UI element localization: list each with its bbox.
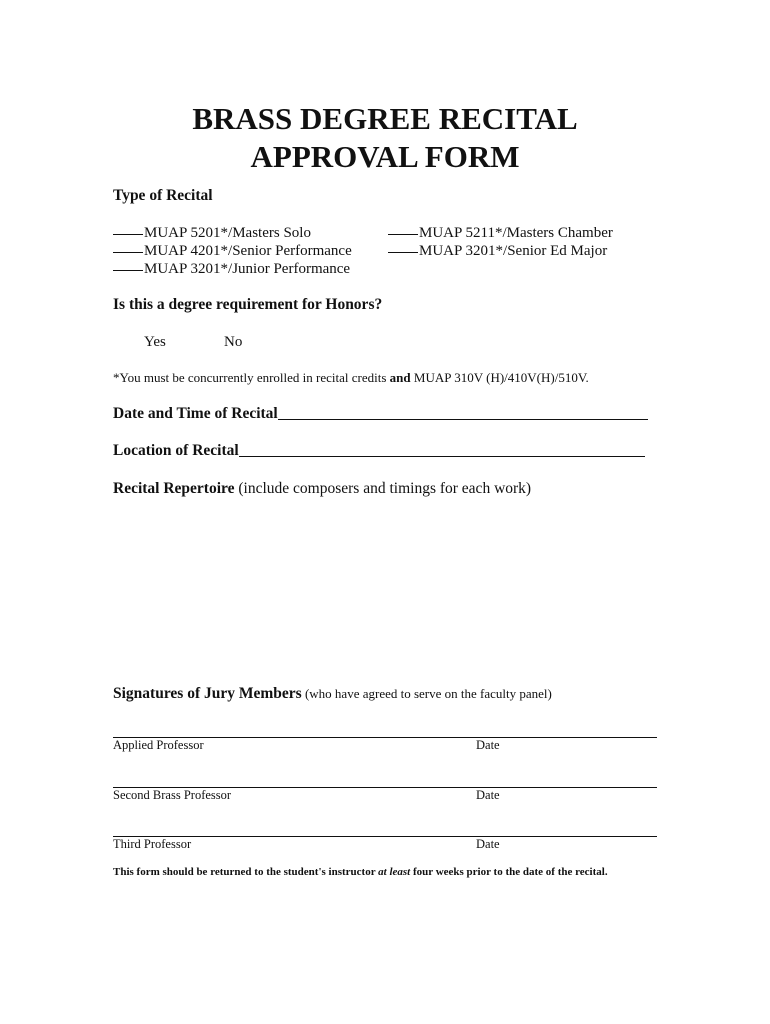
recital-option-senior-ed-major[interactable]: [388, 243, 607, 260]
signature-date-label: Date: [476, 788, 500, 802]
recital-option-masters-chamber[interactable]: [388, 225, 613, 242]
enrollment-note-courses: MUAP 310V (H)/410V(H)/510V.: [410, 370, 589, 385]
type-of-recital-heading: Type of Recital: [113, 187, 213, 204]
checkbox-blank[interactable]: [388, 234, 418, 235]
honors-question: Is this a degree requirement for Honors?: [113, 296, 383, 313]
date-time-label: Date and Time of Recital: [113, 405, 278, 422]
honors-yes-option[interactable]: Yes: [144, 334, 166, 350]
return-instructions: [113, 866, 608, 878]
form-title-line-2: APPROVAL FORM: [250, 139, 520, 174]
location-label: Location of Recital: [113, 442, 239, 459]
recital-option-junior-performance[interactable]: [113, 261, 350, 278]
signatures-label: Signatures of Jury Members: [113, 685, 302, 702]
signature-label-second-brass-professor: Second Brass Professor: [113, 788, 232, 802]
repertoire-note: (include composers and timings for each work): [234, 480, 532, 497]
repertoire-label: Recital Repertoire: [113, 480, 235, 497]
checkbox-blank[interactable]: [113, 270, 143, 271]
checkbox-blank[interactable]: [388, 252, 418, 253]
checkbox-blank[interactable]: [113, 234, 143, 235]
repertoire-writing-area[interactable]: [113, 505, 658, 675]
recital-option-label: MUAP 3201*/Senior Ed Major: [419, 243, 608, 259]
form-title-line-1: BRASS DEGREE RECITAL: [192, 101, 578, 136]
checkbox-blank[interactable]: [113, 252, 143, 253]
signatures-note: (who have agreed to serve on the faculty panel): [301, 686, 552, 701]
date-time-input-line[interactable]: [278, 407, 648, 420]
enrollment-note-emphasis: and: [389, 370, 411, 385]
repertoire-field: [113, 480, 531, 498]
signature-label-third-professor: Third Professor: [113, 837, 192, 851]
recital-option-label: MUAP 3201*/Junior Performance: [144, 261, 351, 277]
date-time-field: [113, 405, 648, 423]
honors-no-option[interactable]: No: [224, 334, 243, 350]
return-instructions-deadline: four weeks prior to the date of the recital.: [410, 866, 608, 878]
recital-option-senior-performance[interactable]: [113, 243, 352, 260]
recital-option-label: MUAP 5201*/Masters Solo: [144, 225, 311, 241]
recital-option-masters-solo[interactable]: [113, 225, 311, 242]
location-field: [113, 442, 645, 460]
recital-option-label: MUAP 4201*/Senior Performance: [144, 243, 352, 259]
enrollment-note-text: *You must be concurrently enrolled in recital credits: [113, 370, 390, 385]
signatures-field: [113, 685, 552, 703]
signature-date-label: Date: [476, 837, 500, 851]
return-instructions-emphasis: at least: [378, 866, 411, 878]
return-instructions-text: This form should be returned to the student's instructor: [113, 866, 379, 878]
signature-line-third-professor[interactable]: [113, 836, 657, 837]
recital-option-label: MUAP 5211*/Masters Chamber: [419, 225, 613, 241]
location-input-line[interactable]: [239, 444, 645, 457]
enrollment-note: [113, 370, 589, 386]
signature-label-applied-professor: Applied Professor: [113, 738, 204, 752]
signature-date-label: Date: [476, 738, 500, 752]
